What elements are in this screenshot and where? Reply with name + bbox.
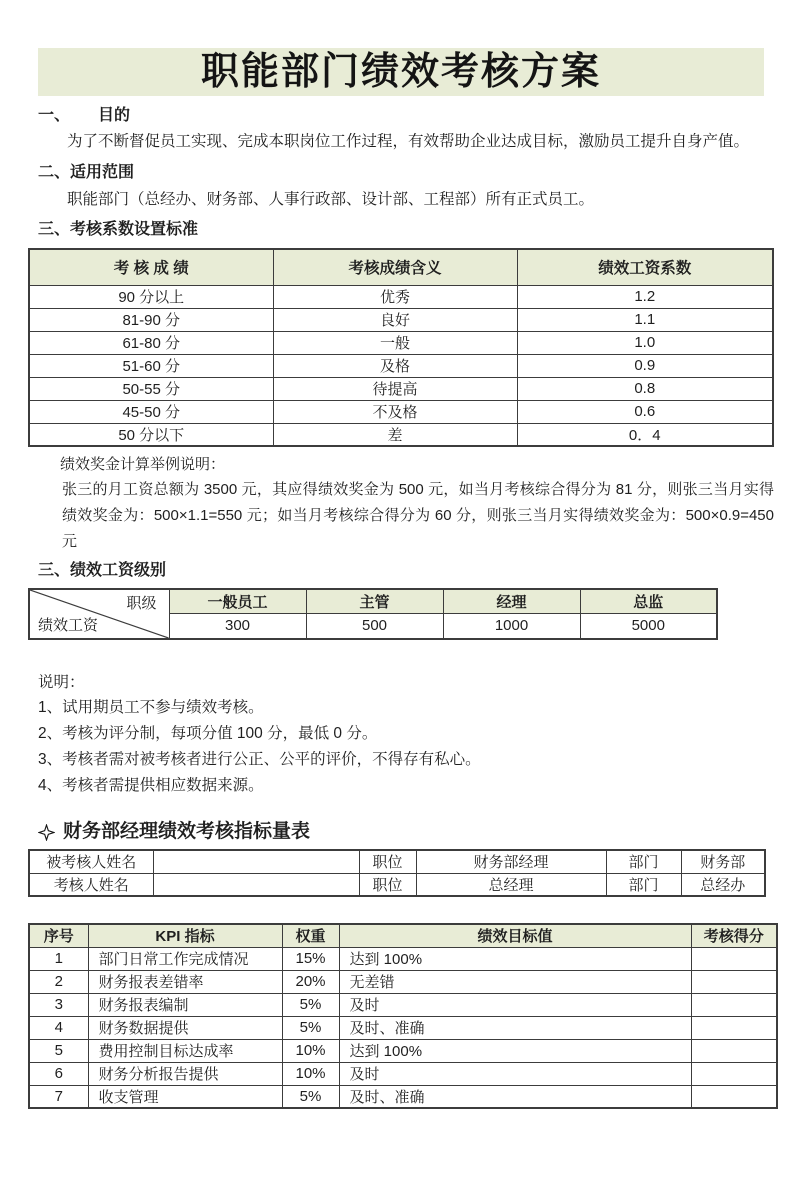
table-cell: 3: [29, 993, 88, 1016]
table-row: [29, 400, 773, 423]
table-cell: 职位: [359, 850, 416, 873]
table-cell: 90 分以上: [29, 285, 273, 308]
table-cell: 0.8: [517, 377, 773, 400]
table-cell: 1.1: [517, 308, 773, 331]
table-cell: 良好: [273, 308, 517, 331]
table-cell: 财务部经理: [416, 850, 606, 873]
table-cell: 5000: [580, 613, 717, 639]
table-cell: 20%: [282, 970, 339, 993]
table-cell: 6: [29, 1062, 88, 1085]
table-cell: 财务数据提供: [88, 1016, 282, 1039]
table-cell: [691, 947, 777, 970]
table-cell: [153, 873, 359, 896]
kpi-heading-label: 财务部经理绩效考核指标量表: [63, 821, 311, 842]
table-row: [29, 1062, 777, 1085]
column-header: 考 核 成 绩: [29, 249, 273, 285]
diagonal-header-cell: [29, 589, 169, 639]
table-cell: 5%: [282, 993, 339, 1016]
table-cell: 部门: [606, 850, 681, 873]
table-cell: 费用控制目标达成率: [88, 1039, 282, 1062]
column-header: 权重: [282, 924, 339, 947]
purpose-paragraph: 为了不断督促员工实现、完成本职岗位工作过程，有效帮助企业达成目标，激励员工提升自身产值。: [67, 133, 750, 150]
example-body: 张三的月工资总额为 3500 元，其应得绩效奖金为 500 元，如当月考核综合得分为 81 分，则张三当月实得绩效奖金为：500×1.1=550 元；如当月考核综合得分为 60 分，则张三当月实得绩效奖金为：500×0.9=450 元: [62, 481, 774, 550]
table-cell: 500: [306, 613, 443, 639]
coefficient-table-body: [29, 285, 773, 446]
heading-number: 一、: [38, 107, 71, 124]
table-row: [29, 1039, 777, 1062]
table-cell: 总经理: [416, 873, 606, 896]
kpi-section-heading: [38, 820, 762, 844]
table-cell: 及时、准确: [339, 1085, 691, 1108]
table-cell: [691, 970, 777, 993]
table-cell: [691, 1085, 777, 1108]
table-cell: 不及格: [273, 400, 517, 423]
table-cell: 5%: [282, 1085, 339, 1108]
table-row: [29, 331, 773, 354]
table-cell: 50 分以下: [29, 423, 273, 446]
table-cell: 被考核人姓名: [29, 850, 153, 873]
table-cell: 及时: [339, 1062, 691, 1085]
salary-level-table: [28, 588, 718, 640]
assessee-info-table: [28, 849, 766, 897]
table-cell: 2: [29, 970, 88, 993]
scope-paragraph: 职能部门（总经办、财务部、人事行政部、设计部、工程部）所有正式员工。: [67, 191, 595, 208]
note-item: 2、考核为评分制，每项分值 100 分，最低 0 分。: [38, 725, 378, 742]
note-item: 3、考核者需对被考核者进行公正、公平的评价，不得存有私心。: [38, 751, 481, 768]
table-row: [29, 993, 777, 1016]
table-header-row: [29, 249, 773, 285]
table-cell: [153, 850, 359, 873]
table-cell: [691, 1016, 777, 1039]
column-header: 绩效目标值: [339, 924, 691, 947]
table-cell: 职位: [359, 873, 416, 896]
table-row: [29, 423, 773, 446]
table-cell: 0．4: [517, 423, 773, 446]
notes-heading: 说明：: [38, 674, 85, 691]
info-table-body: [29, 850, 765, 896]
table-cell: 财务报表编制: [88, 993, 282, 1016]
notes-block: [38, 670, 762, 799]
table-row: [29, 377, 773, 400]
table-cell: 51-60 分: [29, 354, 273, 377]
table-cell: 财务报表差错率: [88, 970, 282, 993]
section-heading-purpose: [38, 105, 762, 126]
page-title: 职能部门绩效考核方案: [200, 51, 601, 93]
table-cell: 财务分析报告提供: [88, 1062, 282, 1085]
table-cell: [691, 1039, 777, 1062]
table-cell: [691, 1062, 777, 1085]
table-cell: 考核人姓名: [29, 873, 153, 896]
title-banner: [38, 48, 764, 96]
table-cell: 81-90 分: [29, 308, 273, 331]
table-row: [29, 850, 765, 873]
table-cell: 及时: [339, 993, 691, 1016]
table-cell: 优秀: [273, 285, 517, 308]
example-title: 绩效奖金计算举例说明：: [60, 456, 226, 473]
table-cell: [691, 993, 777, 1016]
table-cell: 1.2: [517, 285, 773, 308]
note-item: 4、考核者需提供相应数据来源。: [38, 777, 264, 794]
table-row: [29, 354, 773, 377]
column-header: 总监: [580, 589, 717, 613]
table-cell: 总经办: [681, 873, 765, 896]
table-cell: 待提高: [273, 377, 517, 400]
section-heading-scope: 二、适用范围: [38, 164, 135, 181]
column-header: 主管: [306, 589, 443, 613]
diagonal-bottom-label: 绩效工资: [38, 617, 99, 634]
table-row: [29, 285, 773, 308]
table-cell: 差: [273, 423, 517, 446]
table-cell: 及时、准确: [339, 1016, 691, 1039]
column-header: 绩效工资系数: [517, 249, 773, 285]
table-cell: 达到 100%: [339, 947, 691, 970]
table-cell: 10%: [282, 1062, 339, 1085]
table-row: [29, 1085, 777, 1108]
table-cell: 15%: [282, 947, 339, 970]
table-cell: 7: [29, 1085, 88, 1108]
column-header: 考核得分: [691, 924, 777, 947]
column-header: 经理: [443, 589, 580, 613]
table-cell: 0.9: [517, 354, 773, 377]
table-cell: 1000: [443, 613, 580, 639]
table-cell: 收支管理: [88, 1085, 282, 1108]
column-header: 一般员工: [169, 589, 306, 613]
table-cell: 45-50 分: [29, 400, 273, 423]
section-heading-coefficient: 三、考核系数设置标准: [38, 221, 199, 238]
table-cell: 4: [29, 1016, 88, 1039]
table-cell: 1.0: [517, 331, 773, 354]
table-cell: 5%: [282, 1016, 339, 1039]
table-cell: 300: [169, 613, 306, 639]
table-header-row: [29, 924, 777, 947]
table-header-row: [29, 589, 717, 613]
table-row: [29, 1016, 777, 1039]
kpi-table-body: [29, 947, 777, 1108]
table-row: [29, 970, 777, 993]
table-row: [29, 873, 765, 896]
table-cell: 0.6: [517, 400, 773, 423]
coefficient-table: [28, 248, 774, 447]
table-row: [29, 947, 777, 970]
table-cell: 及格: [273, 354, 517, 377]
note-item: 1、试用期员工不参与绩效考核。: [38, 699, 264, 716]
table-cell: 达到 100%: [339, 1039, 691, 1062]
four-pointed-star-icon: [38, 824, 55, 841]
table-cell: 5: [29, 1039, 88, 1062]
column-header: 考核成绩含义: [273, 249, 517, 285]
kpi-indicator-table: [28, 923, 778, 1109]
diagonal-top-label: 职级: [126, 595, 157, 612]
table-cell: 50-55 分: [29, 377, 273, 400]
table-cell: 1: [29, 947, 88, 970]
section-heading-salary-levels: 三、绩效工资级别: [38, 562, 167, 579]
table-cell: 一般: [273, 331, 517, 354]
table-cell: 61-80 分: [29, 331, 273, 354]
document-page: [0, 48, 800, 1179]
column-header: KPI 指标: [88, 924, 282, 947]
heading-label: 目的: [98, 107, 131, 124]
column-header: 序号: [29, 924, 88, 947]
table-cell: 部门: [606, 873, 681, 896]
table-cell: 无差错: [339, 970, 691, 993]
table-cell: 10%: [282, 1039, 339, 1062]
table-row: [29, 308, 773, 331]
table-cell: 部门日常工作完成情况: [88, 947, 282, 970]
table-cell: 财务部: [681, 850, 765, 873]
